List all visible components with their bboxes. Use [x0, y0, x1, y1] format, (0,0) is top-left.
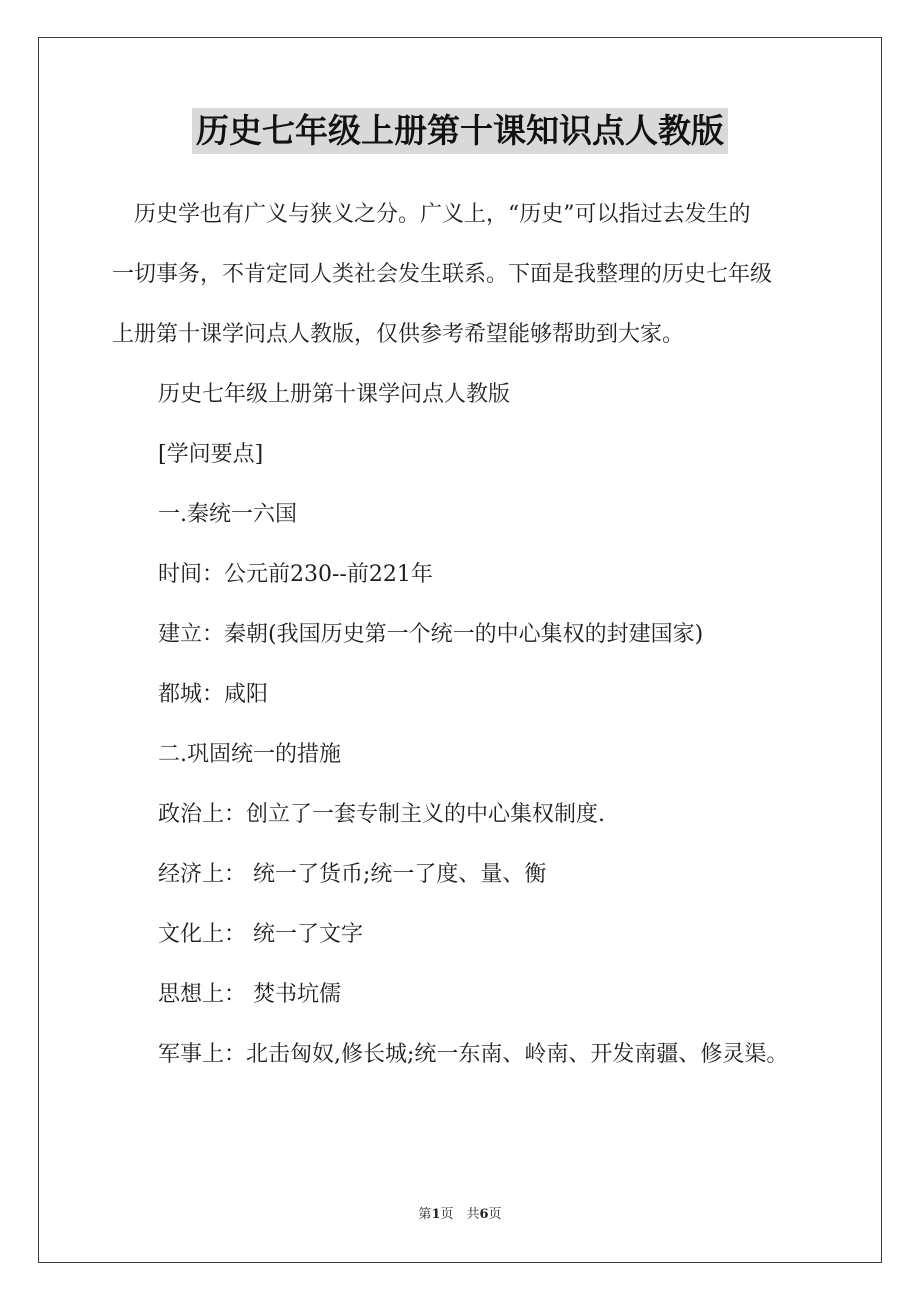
capital-line: 都城：咸阳: [158, 682, 269, 707]
knowledge-points-label: [学问要点]: [158, 442, 264, 467]
document-title-text: 历史七年级上册第十课知识点人教版: [192, 108, 728, 154]
politics-line: 政治上：创立了一套专制主义的中心集权制度.: [158, 802, 605, 827]
establishment-line: 建立：秦朝(我国历史第一个统一的中心集权的封建国家): [158, 622, 704, 647]
document-title: [0, 108, 920, 154]
page-footer: [0, 1206, 920, 1224]
footer-total-pages: 6: [479, 1207, 489, 1222]
military-line: 军事上：北击匈奴,修长城;统一东南、岭南、开发南疆、修灵渠。: [158, 1042, 789, 1067]
point-2-heading: 二.巩固统一的措施: [158, 742, 341, 767]
footer-suffix: 页: [488, 1207, 502, 1222]
time-line: 时间：公元前230--前221年: [158, 562, 433, 587]
footer-prefix: 第: [418, 1207, 432, 1222]
economy-line: 经济上： 统一了货币;统一了度、量、衡: [158, 862, 547, 887]
intro-line-1: 历史学也有广义与狭义之分。广义上，“历史”可以指过去发生的: [112, 202, 751, 227]
thought-line: 思想上： 焚书坑儒: [158, 982, 341, 1007]
section-heading: 历史七年级上册第十课学问点人教版: [158, 382, 511, 407]
footer-mid: 页 共: [440, 1207, 480, 1222]
footer-current-page: 1: [431, 1207, 441, 1222]
intro-line-3: 上册第十课学问点人教版，仅供参考希望能够帮助到大家。: [112, 322, 685, 347]
intro-line-2: 一切事务，不肯定同人类社会发生联系。下面是我整理的历史七年级: [112, 262, 773, 287]
point-1-heading: 一.秦统一六国: [158, 502, 297, 527]
culture-line: 文化上： 统一了文字: [158, 922, 363, 947]
